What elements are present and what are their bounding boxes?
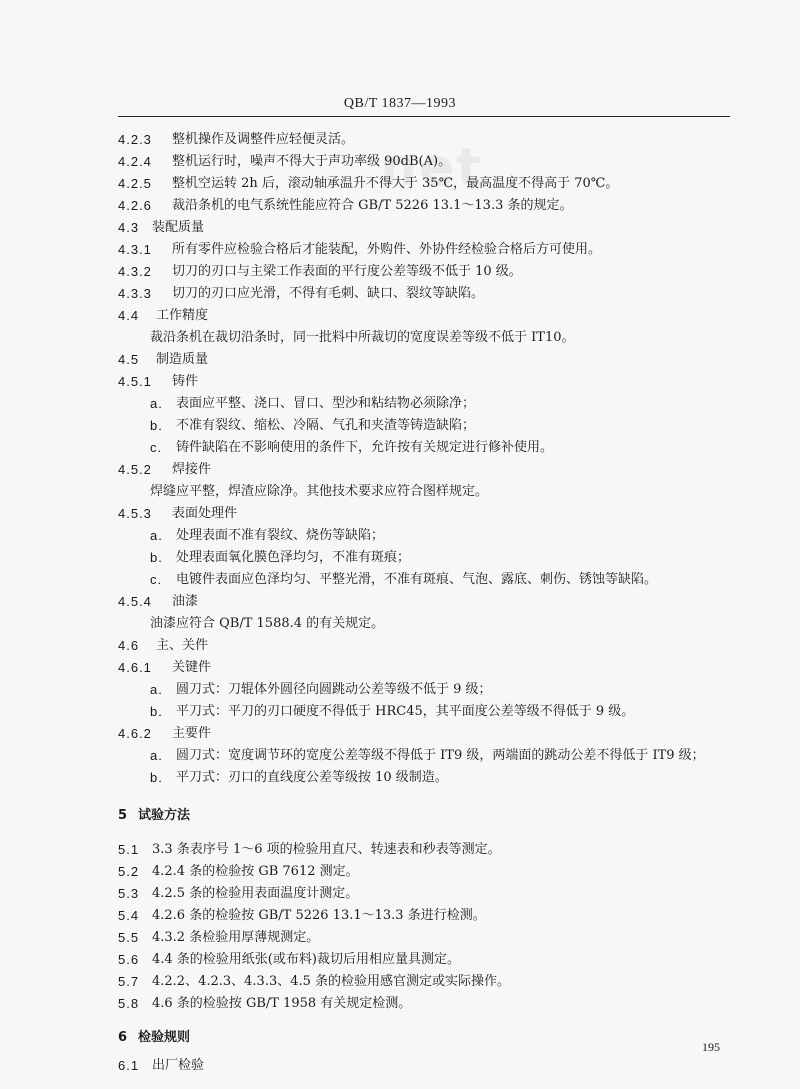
clause-text: 4.3.2 条检验用厚薄规测定。 <box>152 930 320 945</box>
clause-text: 切刀的刃口与主梁工作表面的平行度公差等级不低于 10 级。 <box>172 264 522 279</box>
clause-number: 5.7 <box>118 974 140 989</box>
clause-text: 4.2.2、4.2.3、4.3.3、4.5 条的检验用感官测定或实际操作。 <box>152 974 511 989</box>
clause-text: 3.3 条表序号 1～6 项的检验用直尺、转速表和秒表等测定。 <box>152 842 501 857</box>
clause-number: 6.1 <box>118 1058 140 1073</box>
clause-number: 4.3 <box>118 220 140 235</box>
clause-number: 4.5 <box>118 352 140 367</box>
clause-text: 装配质量 <box>152 220 205 235</box>
list-marker: b. <box>150 418 163 433</box>
watermark: net <box>380 138 484 198</box>
clause-number: 4.3.2 <box>118 264 152 279</box>
clause-number: 4.6 <box>118 638 140 653</box>
clause-text: 焊缝应平整，焊渣应除净。其他技术要求应符合图样规定。 <box>150 484 489 499</box>
clause-text: 整机操作及调整件应轻便灵活。 <box>172 132 355 147</box>
list-item-text: 圆刀式：宽度调节环的宽度公差等级不得低于 IT9 级，两端面的跳动公差不得低于 IT9 级； <box>176 748 705 763</box>
clause-number: 5.4 <box>118 908 140 923</box>
header-rule <box>118 116 730 117</box>
list-item-text: 处理表面氧化膜色泽均匀，不准有斑痕； <box>176 550 411 565</box>
clause-number: 5.3 <box>118 886 140 901</box>
section-heading: 试验方法 <box>138 808 191 823</box>
list-item-text: 平刀式：刃口的直线度公差等级按 10 级制造。 <box>176 770 448 785</box>
page-number: 195 <box>702 1040 720 1054</box>
clause-text: 裁沿条机在裁切沿条时，同一批料中所裁切的宽度误差等级不低于 IT10。 <box>150 330 575 345</box>
clause-text: 整机空运转 2h 后，滚动轴承温升不得大于 35℃，最高温度不得高于 70℃。 <box>172 176 619 191</box>
list-marker: c. <box>150 572 163 587</box>
section-number: 5 <box>118 808 129 823</box>
clause-text: 裁沿条机的电气系统性能应符合 GB/T 5226 13.1～13.3 条的规定。 <box>172 198 573 213</box>
list-item-text: 圆刀式：刀辊体外圆径向圆跳动公差等级不低于 9 级； <box>176 682 492 697</box>
clause-number: 4.2.5 <box>118 176 152 191</box>
clause-number: 4.6.2 <box>118 726 152 741</box>
clause-number: 5.5 <box>118 930 140 945</box>
clause-number: 4.5.2 <box>118 462 152 477</box>
clause-number: 4.3.1 <box>118 242 152 257</box>
clause-text: 4.4 条的检验用纸张(或布料)裁切后用相应量具测定。 <box>152 952 460 967</box>
clause-number: 5.8 <box>118 996 140 1011</box>
clause-text: 焊接件 <box>172 462 212 477</box>
section-heading: 检验规则 <box>138 1030 191 1045</box>
clause-number: 4.2.4 <box>118 154 152 169</box>
clause-number: 4.3.3 <box>118 286 152 301</box>
clause-text: 4.2.6 条的检验按 GB/T 5226 13.1～13.3 条进行检测。 <box>152 908 486 923</box>
clause-number: 4.2.3 <box>118 132 152 147</box>
clause-text: 表面处理件 <box>172 506 238 521</box>
clause-text: 制造质量 <box>156 352 209 367</box>
list-marker: b. <box>150 704 163 719</box>
section-number: 6 <box>118 1030 129 1045</box>
clause-number: 4.5.1 <box>118 374 152 389</box>
clause-text: 4.2.5 条的检验用表面温度计测定。 <box>152 886 359 901</box>
clause-text: 铸件 <box>172 374 199 389</box>
clause-number: 5.6 <box>118 952 140 967</box>
clause-text: 所有零件应检验合格后才能装配，外购件、外协件经检验合格后方可使用。 <box>172 242 602 257</box>
clause-text: 主要件 <box>172 726 212 741</box>
clause-text: 4.2.4 条的检验按 GB 7612 测定。 <box>152 864 359 879</box>
clause-number: 4.4 <box>118 308 140 323</box>
clause-number: 5.2 <box>118 864 140 879</box>
list-marker: b. <box>150 770 163 785</box>
list-item-text: 表面应平整、浇口、冒口、型沙和粘结物必须除净； <box>176 396 476 411</box>
clause-text: 出厂检验 <box>152 1058 205 1073</box>
clause-number: 4.5.4 <box>118 594 152 609</box>
clause-text: 关键件 <box>172 660 212 675</box>
clause-text: 油漆应符合 QB/T 1588.4 的有关规定。 <box>150 616 385 631</box>
list-item-text: 平刀式：平刀的刃口硬度不得低于 HRC45，其平面度公差等级不得低于 9 级。 <box>176 704 635 719</box>
list-item-text: 电镀件表面应色泽均匀、平整光滑，不准有斑痕、气泡、露底、刺伤、锈蚀等缺陷。 <box>176 572 658 587</box>
page-header: QB/T 1837—1993 <box>343 96 457 111</box>
clause-number: 4.6.1 <box>118 660 152 675</box>
list-marker: a. <box>150 528 163 543</box>
list-item-text: 铸件缺陷在不影响使用的条件下，允许按有关规定进行修补使用。 <box>176 440 554 455</box>
clause-text: 整机运行时，噪声不得大于声功率级 90dB(A)。 <box>172 154 452 169</box>
clause-number: 4.5.3 <box>118 506 152 521</box>
list-marker: a. <box>150 748 163 763</box>
list-marker: a. <box>150 396 163 411</box>
clause-text: 4.6 条的检验按 GB/T 1958 有关规定检测。 <box>152 996 412 1011</box>
clause-text: 切刀的刃口应光滑，不得有毛刺、缺口、裂纹等缺陷。 <box>172 286 485 301</box>
list-item-text: 处理表面不准有裂纹、烧伤等缺陷； <box>176 528 385 543</box>
list-marker: c. <box>150 440 163 455</box>
clause-number: 4.2.6 <box>118 198 152 213</box>
clause-text: 主、关件 <box>156 638 209 653</box>
list-marker: b. <box>150 550 163 565</box>
list-marker: a. <box>150 682 163 697</box>
clause-text: 工作精度 <box>156 308 209 323</box>
list-item-text: 不准有裂纹、缩松、冷隔、气孔和夹渣等铸造缺陷； <box>176 418 476 433</box>
clause-number: 5.1 <box>118 842 140 857</box>
clause-text: 油漆 <box>172 594 199 609</box>
